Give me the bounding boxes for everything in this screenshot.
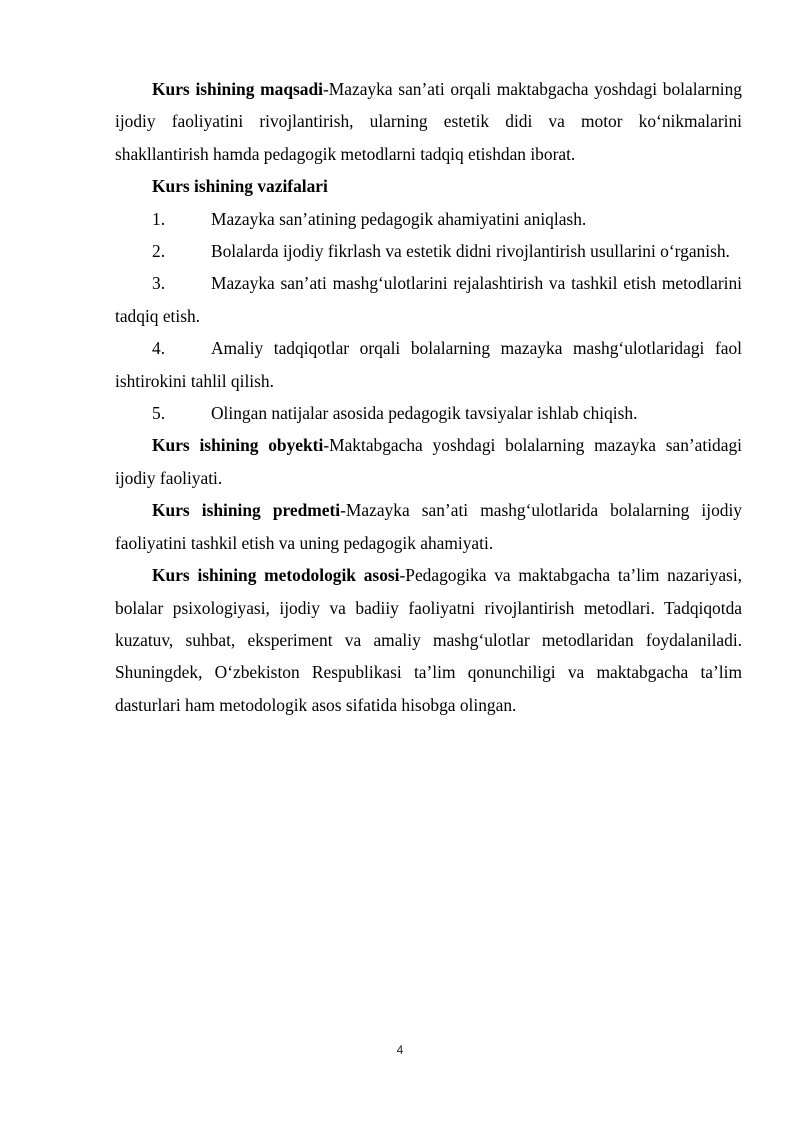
list-item [115, 235, 742, 267]
text-predmet: -Mazayka san’ati mashg‘ulotlarida bolalarning ijodiy faoliyatini tashkil etish va uning pedagogik ahamiyati. [115, 500, 742, 553]
list-item-text: Olingan natijalar asosida pedagogik tavsiyalar ishlab chiqish. [211, 403, 638, 424]
label-predmet: Kurs ishining predmeti [152, 500, 341, 521]
list-item-text: Mazayka san’ati mashg‘ulotlarini rejalashtirish va tashkil etish metodlarini tadqiq etish. [115, 273, 742, 326]
paragraph-obyekt [115, 429, 742, 494]
list-item-number: 4. [152, 338, 166, 359]
list-item-text: Mazayka san’atining pedagogik ahamiyatini aniqlash. [211, 208, 587, 229]
text-metodologik: -Pedagogika va maktabgacha ta’lim nazariyasi, bolalar psixologiyasi, ijodiy va badiiy faoliyatni rivojlantirish metodlari. Tadqiqotda kuzatuv, suhbat, eksperiment va amaliy mashg‘ulotlar metodlaridan foydalaniladi. Shuningdek, O‘zbekiston Respublikasi ta’lim qonunchiligi va maktabgacha ta’lim dasturlari ham metodologik asos sifatida hisobga olingan. [115, 565, 742, 715]
list-item-text: Amaliy tadqiqotlar orqali bolalarning mazayka mashg‘ulotlaridagi faol ishtirokini tahlil qilish. [115, 338, 742, 391]
list-item [115, 203, 742, 235]
page-number: 4 [396, 1043, 404, 1057]
list-item [115, 267, 742, 332]
list-item-number: 2. [152, 241, 166, 262]
label-metodologik: Kurs ishining metodologik asosi [152, 565, 400, 586]
label-obyekt: Kurs ishining obyekti [152, 435, 324, 456]
list-item-text: Bolalarda ijodiy fikrlash va estetik didni rivojlantirish usullarini o‘rganish. [211, 241, 730, 262]
paragraph-metodologik [115, 559, 742, 721]
paragraph-maqsad [115, 73, 742, 170]
paragraph-predmet [115, 494, 742, 559]
list-item [115, 397, 742, 429]
heading-vazifalar: Kurs ishining vazifalari [152, 176, 328, 197]
list-item-number: 5. [152, 403, 166, 424]
text-maqsad: -Mazayka san’ati orqali maktabgacha yoshdagi bolalarning ijodiy faoliyatini rivojlantirish, ularning estetik didi va motor ko‘nikmalarini shakllantirish hamda pedagogik metodlarni tadqiq etishdan iborat. [115, 79, 742, 164]
text-obyekt: -Maktabgacha yoshdagi bolalarning mazayka san’atidagi ijodiy faoliyati. [115, 435, 742, 488]
list-item-number: 3. [152, 273, 166, 294]
label-maqsad: Kurs ishining maqsadi [152, 79, 324, 99]
document-body [115, 73, 742, 721]
list-item-number: 1. [152, 208, 166, 229]
list-item [115, 332, 742, 397]
